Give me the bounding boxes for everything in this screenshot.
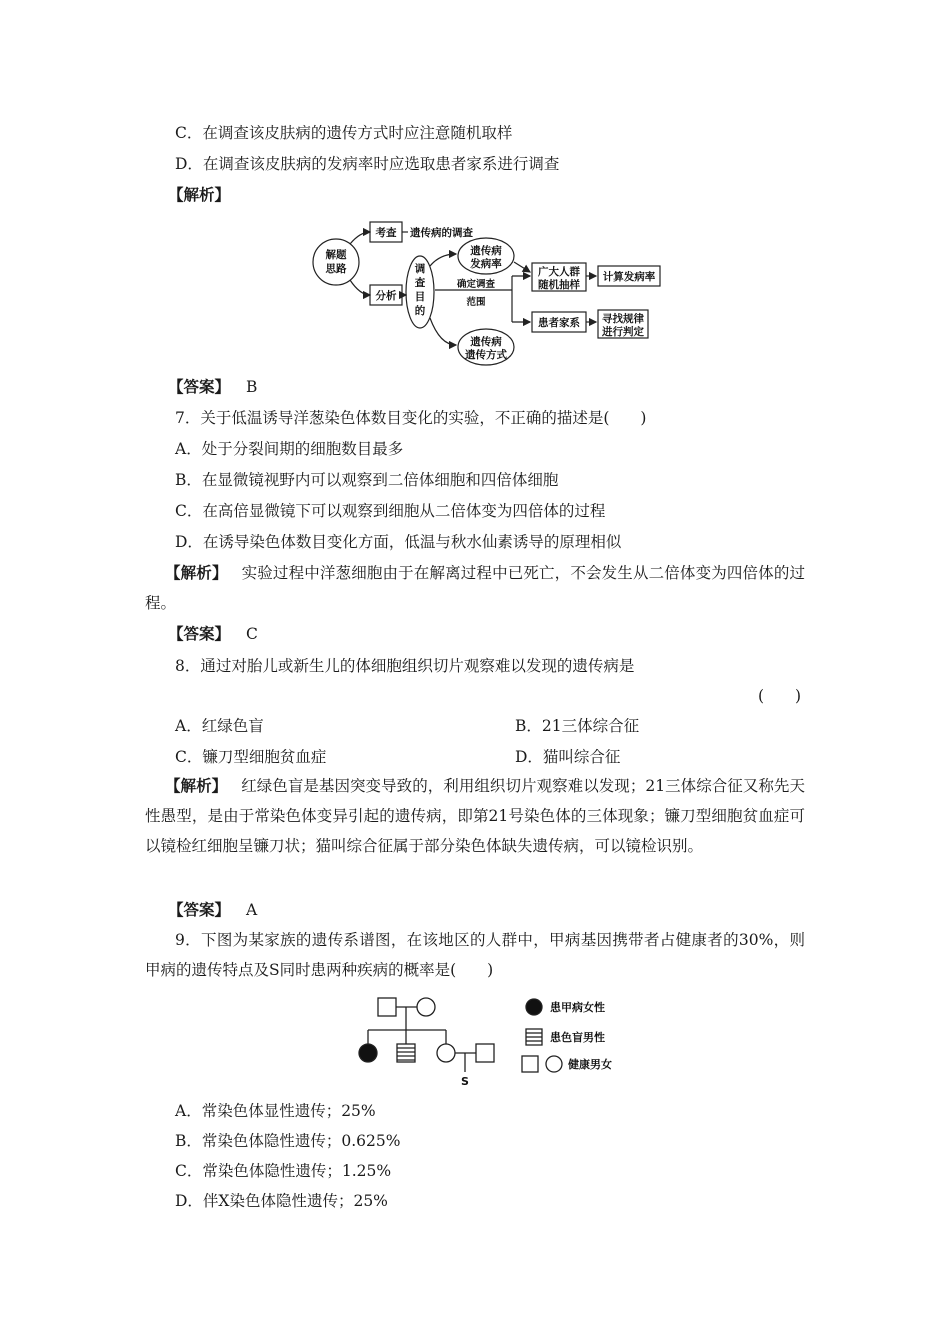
- svg-text:确定调查: 确定调查: [456, 279, 496, 290]
- svg-text:遗传病: 遗传病: [470, 245, 502, 257]
- q8-answer-tag: 【答案】: [168, 900, 231, 919]
- q6-analysis-tag: 【解析】: [168, 185, 231, 204]
- q7-analysis: [145, 558, 805, 618]
- svg-text:随机抽样: 随机抽样: [538, 279, 580, 291]
- legend-colorblind-male: 患色盲男性: [550, 1031, 605, 1044]
- pedigree-s-label: S: [461, 1075, 469, 1088]
- q9-option-c: C．常染色体隐性遗传；1.25%: [175, 1162, 392, 1180]
- q9-option-a: A．常染色体显性遗传；25%: [175, 1102, 376, 1120]
- q7-analysis-text: 实验过程中洋葱细胞由于在解离过程中已死亡，不会发生从二倍体变为四倍体的过程。: [145, 564, 805, 612]
- q8-answer: A: [246, 901, 258, 919]
- svg-text:的: 的: [414, 305, 426, 317]
- svg-text:发病率: 发病率: [470, 258, 502, 270]
- q7-answer-tag: 【答案】: [168, 624, 231, 643]
- fc-calc: 计算发病率: [602, 271, 656, 283]
- q9-option-b: B．常染色体隐性遗传；0.625%: [175, 1132, 401, 1150]
- fc-solve: 解题: [325, 249, 347, 261]
- pedigree-chart: [350, 992, 650, 1092]
- svg-text:寻找规律: 寻找规律: [602, 313, 644, 325]
- analysis-flowchart: [300, 210, 680, 370]
- q7-option-d: D．在诱导染色体数目变化方面，低温与秋水仙素诱导的原理相似: [175, 533, 622, 551]
- q7-answer: C: [246, 625, 258, 643]
- q8-option-c: C．镰刀型细胞贫血症: [175, 748, 327, 766]
- q7-answer-line: [168, 624, 258, 644]
- q7-stem: 7．关于低温诱导洋葱染色体数目变化的实验，不正确的描述是( ): [175, 409, 647, 427]
- q8-option-d: D．猫叫综合征: [515, 748, 621, 766]
- svg-text:广大人群: 广大人群: [538, 266, 580, 278]
- q6-option-c: C．在调查该皮肤病的遗传方式时应注意随机取样: [175, 124, 513, 142]
- q7-option-b: B．在显微镜视野内可以观察到二倍体细胞和四倍体细胞: [175, 471, 559, 489]
- fc-analyze: 分析: [375, 290, 397, 302]
- q6-option-d: D．在调查该皮肤病的发病率时应选取患者家系进行调查: [175, 155, 560, 173]
- svg-text:调: 调: [414, 263, 426, 275]
- q6-answer: B: [246, 378, 258, 396]
- fc-family: 患者家系: [538, 317, 580, 329]
- svg-text:进行判定: 进行判定: [602, 326, 644, 338]
- svg-text:遗传病: 遗传病: [470, 336, 502, 348]
- q8-option-b: B．21三体综合征: [515, 717, 640, 735]
- q8-stem: 8．通过对胎儿或新生儿的体细胞组织切片观察难以发现的遗传病是: [175, 657, 635, 675]
- svg-text:范围: 范围: [466, 297, 486, 308]
- svg-text:查: 查: [414, 277, 426, 289]
- q9-stem: 9．下图为某家族的遗传系谱图，在该地区的人群中，甲病基因携带者占健康者的30%，则甲病的遗传特点及S同时患两种疾病的概率是( ): [145, 931, 805, 979]
- q6-answer-line: [168, 377, 257, 397]
- fc-examine-target: 遗传病的调查: [410, 227, 473, 239]
- fc-examine: 考查: [375, 227, 397, 239]
- q8-analysis-tag: 【解析】: [165, 776, 228, 795]
- q8-analysis: [145, 771, 805, 861]
- q7-analysis-tag: 【解析】: [165, 563, 228, 582]
- legend-affected-female: 患甲病女性: [550, 1001, 605, 1014]
- svg-text:思路: 思路: [325, 263, 347, 275]
- q8-answer-line: [168, 900, 257, 920]
- q6-answer-tag: 【答案】: [168, 377, 231, 396]
- q7-option-c: C．在高倍显微镜下可以观察到细胞从二倍体变为四倍体的过程: [175, 502, 606, 520]
- legend-healthy: 健康男女: [568, 1058, 612, 1071]
- q9-option-d: D．伴X染色体隐性遗传；25%: [175, 1192, 388, 1210]
- q7-option-a: A．处于分裂间期的细胞数目最多: [175, 440, 404, 458]
- svg-text:遗传方式: 遗传方式: [465, 349, 507, 361]
- q8-analysis-text: 红绿色盲是基因突变导致的，利用组织切片观察难以发现；21三体综合征又称先天性愚型，是由于常染色体变异引起的遗传病，即第21号染色体的三体现象；镰刀型细胞贫血症可以镜检红细胞呈镰刀状；猫叫综合征属于部分染色体缺失遗传病，可以镜检识别。: [145, 777, 805, 855]
- q8-option-a: A．红绿色盲: [175, 717, 264, 735]
- q8-paren: ( ): [758, 687, 802, 705]
- svg-text:目: 目: [414, 291, 426, 303]
